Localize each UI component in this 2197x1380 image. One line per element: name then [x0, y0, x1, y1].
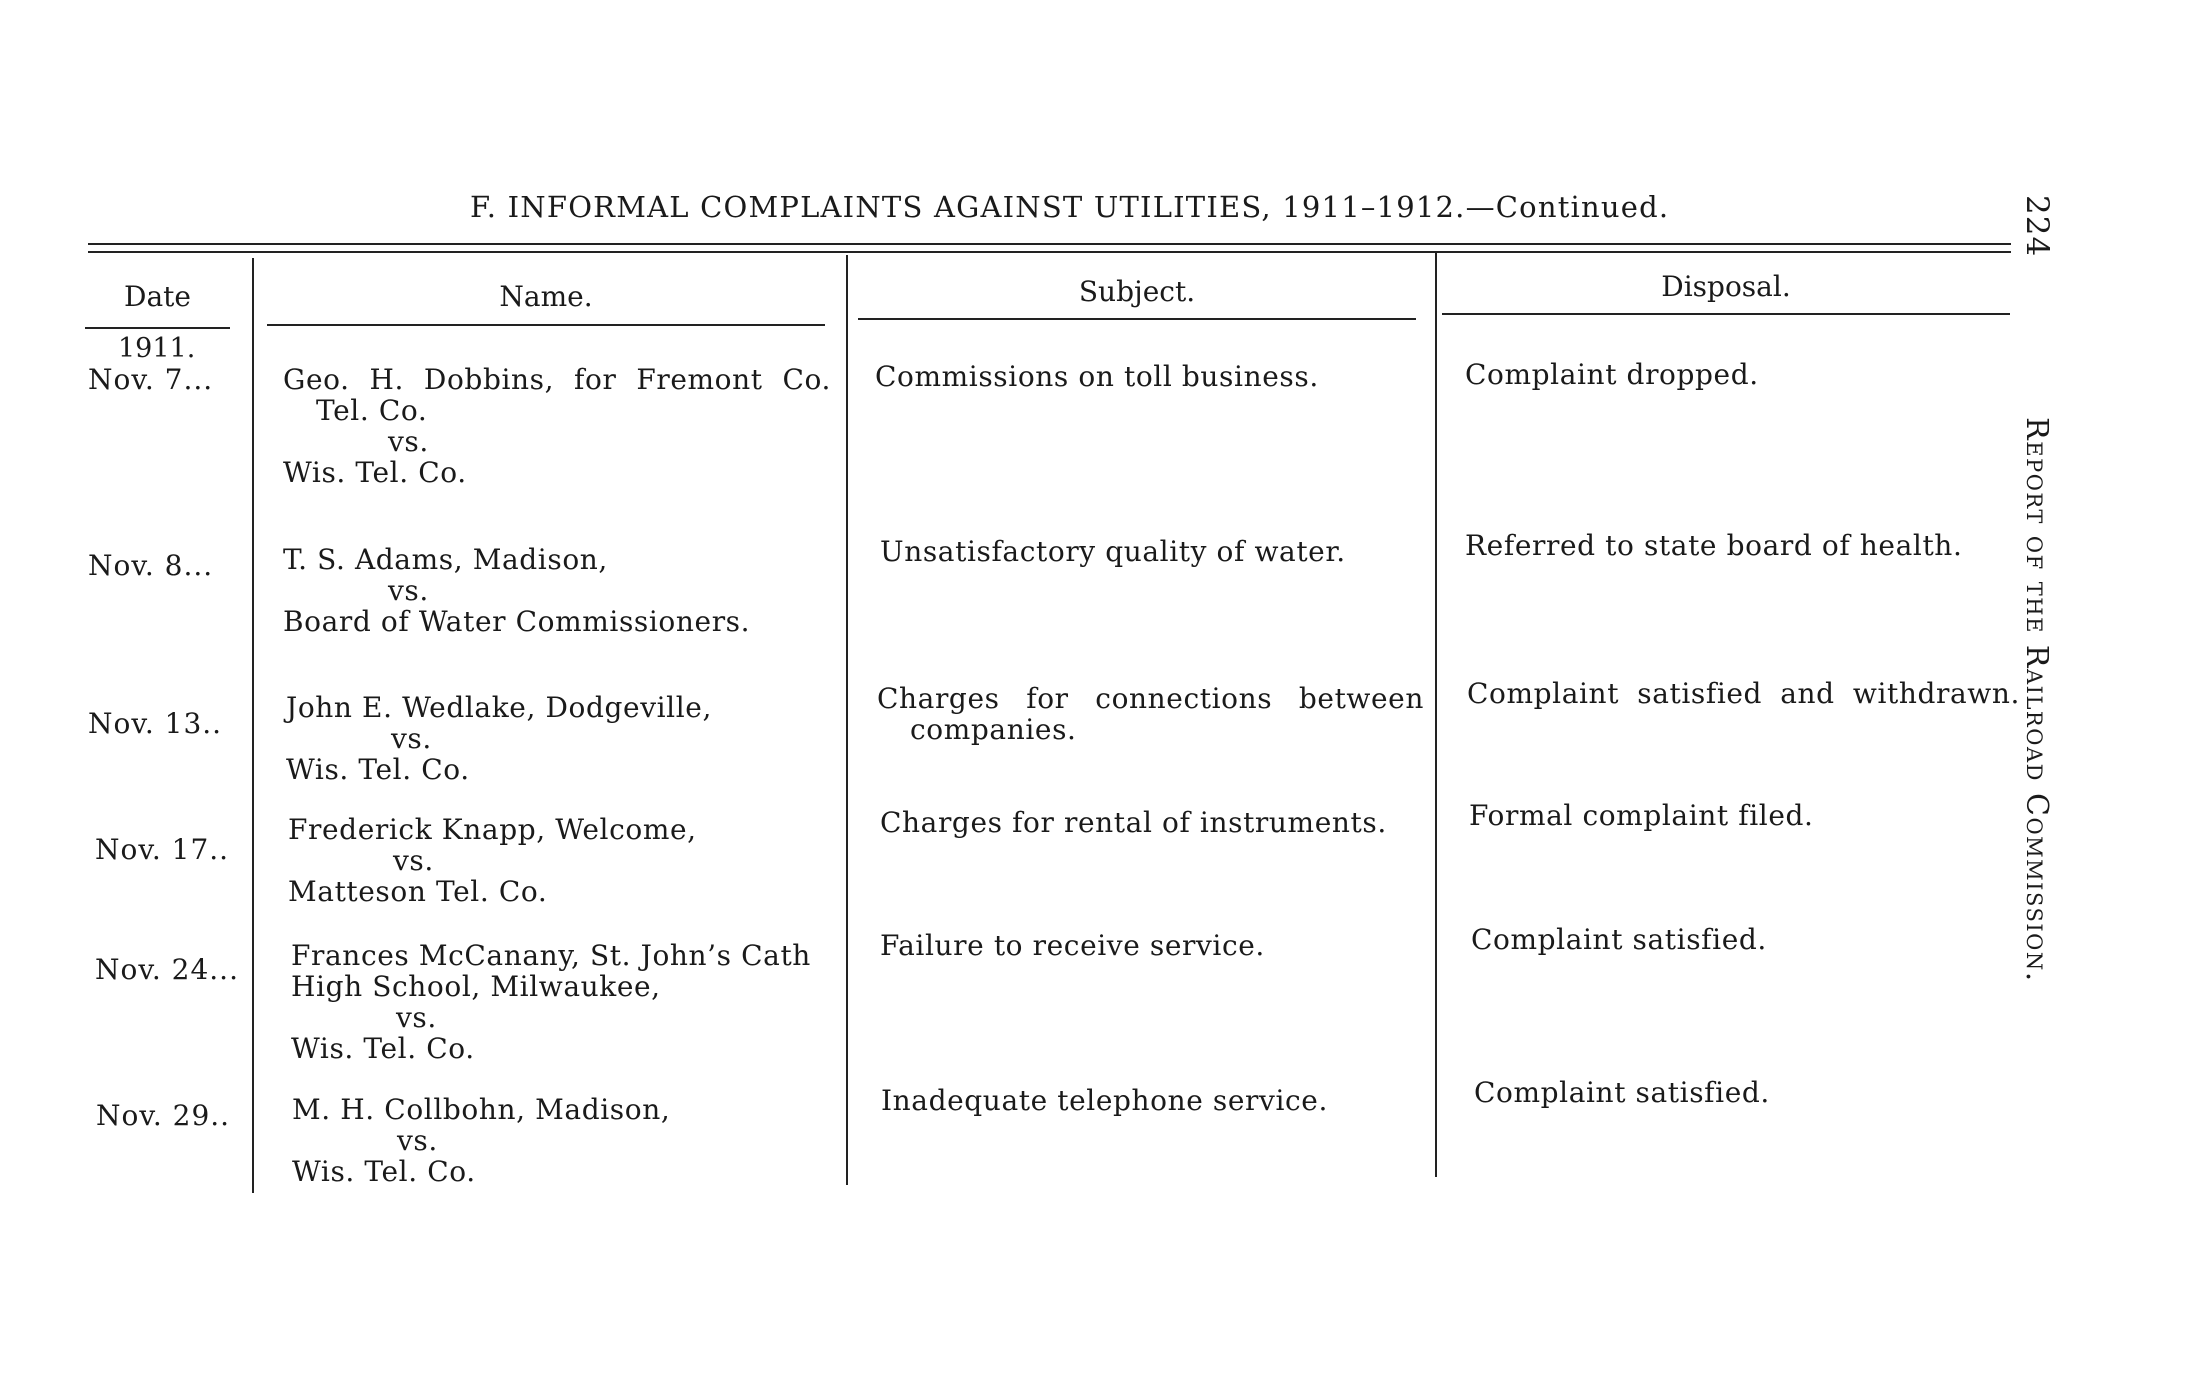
header-underline: [1442, 313, 2010, 315]
versus-label: vs.: [388, 425, 429, 458]
name-word: Fremont: [636, 363, 763, 396]
subject-word: between: [1298, 682, 1424, 715]
column-header-date: Date: [124, 280, 191, 313]
disposal-line: Complaint satisfied.: [1471, 923, 1767, 956]
subject-line: Commissions on toll business.: [875, 360, 1319, 393]
column-header-name: Name.: [499, 280, 593, 313]
row-name: [288, 814, 838, 907]
disposal-word: Complaint: [1467, 677, 1620, 710]
column-divider: [252, 258, 254, 1193]
disposal-line: Referred to state board of health.: [1465, 529, 1963, 562]
complainant: Frances McCanany, St. John’s Cath: [291, 939, 811, 972]
complainant: T. S. Adams, Madison,: [283, 543, 608, 576]
side-margin-text: [2019, 195, 2055, 983]
page-title: F. INFORMAL COMPLAINTS AGAINST UTILITIES, 1911–1912.—Continued.: [470, 190, 1670, 224]
subject-line: [877, 683, 1424, 714]
versus-label: vs.: [388, 574, 429, 607]
disposal-line: Complaint satisfied.: [1474, 1076, 1770, 1109]
row-date: Nov. 7...: [88, 363, 214, 396]
name-word: Dobbins,: [423, 363, 555, 396]
versus-label: vs.: [393, 844, 434, 877]
column-divider: [1435, 252, 1437, 1177]
header-underline: [267, 324, 825, 326]
disposal-line: Complaint dropped.: [1465, 358, 1759, 391]
complainant: Frederick Knapp, Welcome,: [288, 813, 697, 846]
row-disposal: [1467, 678, 2020, 709]
subject-word: Charges: [877, 682, 1000, 715]
row-subject: [881, 1085, 1436, 1116]
row-date: Nov. 8...: [88, 549, 214, 582]
row-date: Nov. 17..: [95, 833, 230, 866]
column-header-disposal: Disposal.: [1661, 270, 1791, 303]
row-disposal: [1469, 800, 2029, 831]
column-header-subject: Subject.: [1078, 275, 1196, 308]
name-word: Co.: [782, 363, 831, 396]
row-name: [283, 364, 831, 488]
respondent: Wis. Tel. Co.: [286, 753, 470, 786]
row-date: Nov. 24...: [95, 953, 239, 986]
subject-continued: companies.: [910, 713, 1077, 746]
versus-label: vs.: [391, 722, 432, 755]
disposal-line: Formal complaint filed.: [1469, 799, 1814, 832]
respondent: Wis. Tel. Co.: [292, 1155, 476, 1188]
complainant: John E. Wedlake, Dodgeville,: [286, 691, 712, 724]
header-underline: [85, 327, 230, 329]
subject-line: Charges for rental of instruments.: [880, 806, 1387, 839]
row-disposal: [1465, 359, 2025, 390]
versus-label: vs.: [396, 1001, 437, 1034]
disposal-word: and: [1780, 677, 1835, 710]
page-number: 224: [2019, 195, 2055, 258]
complainant-continued: High School, Milwaukee,: [291, 970, 661, 1003]
row-subject: [880, 536, 1435, 567]
complainant-line: [283, 364, 831, 395]
row-subject: [875, 361, 1430, 392]
disposal-line: [1467, 678, 2020, 709]
row-subject: [877, 683, 1424, 745]
running-head: Report of the Railroad Commission.: [2019, 417, 2054, 983]
row-name: [291, 940, 841, 1064]
subject-line: Inadequate telephone service.: [881, 1084, 1328, 1117]
respondent: Wis. Tel. Co.: [291, 1032, 475, 1065]
header-underline: [858, 318, 1416, 320]
disposal-word: withdrawn.: [1852, 677, 2020, 710]
complainant-continued: Tel. Co.: [316, 394, 428, 427]
respondent: Matteson Tel. Co.: [288, 875, 548, 908]
row-subject: [880, 930, 1435, 961]
row-date: Nov. 13..: [88, 707, 223, 740]
row-subject: [880, 807, 1435, 838]
year-label: 1911.: [118, 333, 196, 364]
name-word: Geo.: [283, 363, 350, 396]
row-name: [292, 1094, 842, 1187]
title-rule-lower: [88, 251, 2011, 253]
complainant: M. H. Collbohn, Madison,: [292, 1093, 671, 1126]
row-disposal: [1474, 1077, 2034, 1108]
respondent: Board of Water Commissioners.: [283, 605, 751, 638]
row-name: [283, 544, 833, 637]
subject-line: Unsatisfactory quality of water.: [880, 535, 1346, 568]
versus-label: vs.: [397, 1124, 438, 1157]
row-name: [286, 692, 836, 785]
name-word: H.: [369, 363, 405, 396]
respondent: Wis. Tel. Co.: [283, 456, 467, 489]
row-disposal: [1465, 530, 2025, 561]
row-disposal: [1471, 924, 2031, 955]
subject-line: Failure to receive service.: [880, 929, 1265, 962]
subject-word: for: [1026, 682, 1069, 715]
column-divider: [846, 255, 848, 1185]
disposal-word: satisfied: [1637, 677, 1763, 710]
row-date: Nov. 29..: [96, 1099, 231, 1132]
subject-word: connections: [1095, 682, 1273, 715]
name-word: for: [574, 363, 617, 396]
title-rule-upper: [88, 243, 2011, 245]
